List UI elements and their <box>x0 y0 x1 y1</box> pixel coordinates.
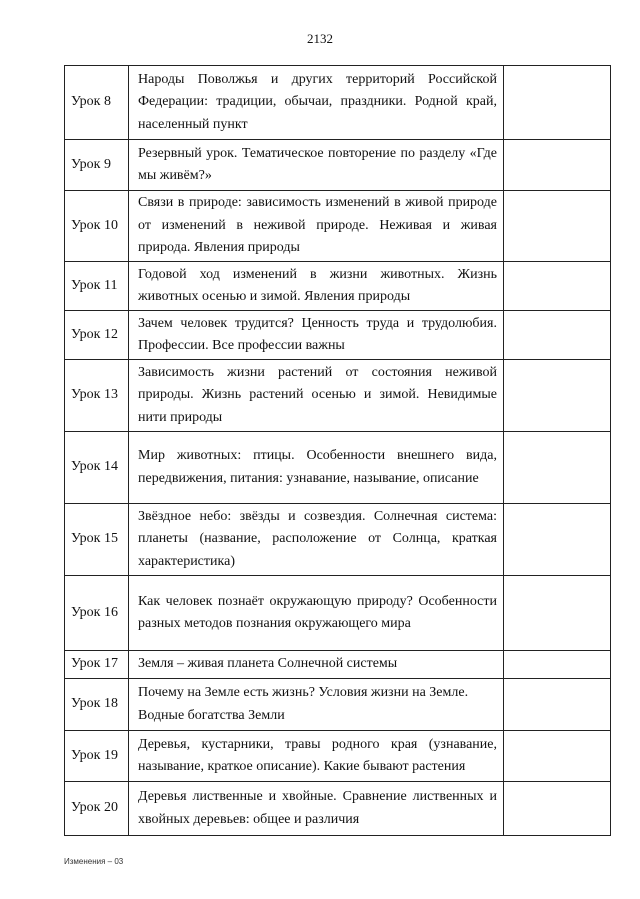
empty-cell <box>504 782 611 836</box>
footer-revision-note: Изменения – 03 <box>64 857 124 866</box>
lesson-topic: Зависимость жизни растений от состояния неживой природы. Жизнь растений осенью и зимой. Невидимые нити природы <box>129 360 504 432</box>
table-row <box>65 311 611 360</box>
table-row <box>65 360 611 432</box>
table-row <box>65 576 611 651</box>
lesson-number: Урок 12 <box>65 311 129 360</box>
lesson-number: Урок 10 <box>65 191 129 262</box>
empty-cell <box>504 432 611 504</box>
table-row <box>65 782 611 836</box>
lesson-topic: Резервный урок. Тематическое повторение по разделу «Где мы живём?» <box>129 140 504 191</box>
empty-cell <box>504 731 611 782</box>
lesson-number: Урок 18 <box>65 679 129 731</box>
lesson-number: Урок 16 <box>65 576 129 651</box>
lesson-number: Урок 14 <box>65 432 129 504</box>
table-row <box>65 504 611 576</box>
table-row <box>65 262 611 311</box>
lesson-number: Урок 20 <box>65 782 129 836</box>
lesson-number: Урок 17 <box>65 651 129 679</box>
page-number: 2132 <box>307 31 333 46</box>
table-row <box>65 731 611 782</box>
lesson-topic: Мир животных: птицы. Особенности внешнего вида, передвижения, питания: узнавание, называние, описание <box>129 432 504 504</box>
table-row <box>65 432 611 504</box>
empty-cell <box>504 66 611 140</box>
lesson-topic: Деревья лиственные и хвойные. Сравнение лиственных и хвойных деревьев: общее и различия <box>129 782 504 836</box>
table-row <box>65 651 611 679</box>
empty-cell <box>504 576 611 651</box>
empty-cell <box>504 360 611 432</box>
table-row <box>65 191 611 262</box>
lesson-topic: Связи в природе: зависимость изменений в живой природе от изменений в неживой природе. Неживая и живая природа. Явления природы <box>129 191 504 262</box>
lesson-number: Урок 15 <box>65 504 129 576</box>
lesson-table <box>64 65 611 836</box>
empty-cell <box>504 311 611 360</box>
lesson-topic: Зачем человек трудится? Ценность труда и трудолюбия. Профессии. Все профессии важны <box>129 311 504 360</box>
table-row <box>65 140 611 191</box>
empty-cell <box>504 191 611 262</box>
lesson-number: Урок 11 <box>65 262 129 311</box>
empty-cell <box>504 679 611 731</box>
lesson-topic: Почему на Земле есть жизнь? Условия жизни на Земле. Водные богатства Земли <box>129 679 504 731</box>
empty-cell <box>504 140 611 191</box>
lesson-topic: Годовой ход изменений в жизни животных. Жизнь животных осенью и зимой. Явления природы <box>129 262 504 311</box>
empty-cell <box>504 504 611 576</box>
lesson-topic: Земля – живая планета Солнечной системы <box>129 651 504 679</box>
empty-cell <box>504 262 611 311</box>
table-row <box>65 66 611 140</box>
lesson-topic: Как человек познаёт окружающую природу? Особенности разных методов познания окружающего мира <box>129 576 504 651</box>
lesson-topic: Звёздное небо: звёзды и созвездия. Солнечная система: планеты (название, расположение от Солнца, краткая характеристика) <box>129 504 504 576</box>
lesson-topic: Деревья, кустарники, травы родного края (узнавание, называние, краткое описание). Какие бывают растения <box>129 731 504 782</box>
lesson-number: Урок 13 <box>65 360 129 432</box>
lesson-number: Урок 8 <box>65 66 129 140</box>
empty-cell <box>504 651 611 679</box>
lesson-number: Урок 19 <box>65 731 129 782</box>
lesson-topic: Народы Поволжья и других территорий Российской Федерации: традиции, обычаи, праздники. Родной край, населенный пункт <box>129 66 504 140</box>
table-row <box>65 679 611 731</box>
lesson-number: Урок 9 <box>65 140 129 191</box>
